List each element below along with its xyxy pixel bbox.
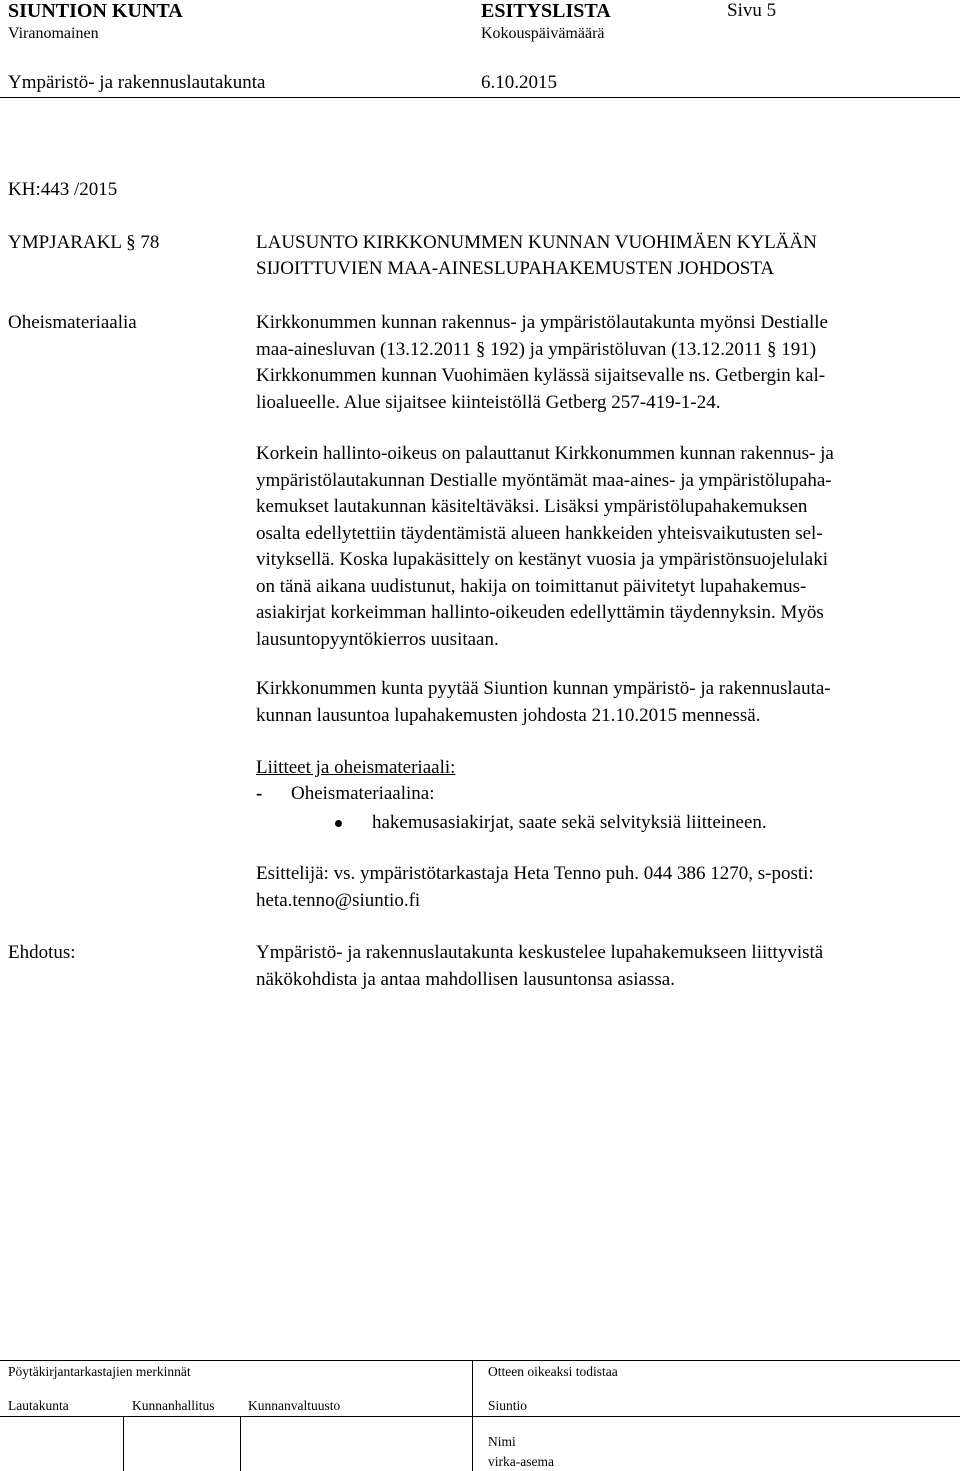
- footer-divider-1: [123, 1416, 124, 1471]
- item-code: YMPJARAKL § 78: [8, 232, 160, 253]
- case-title-line-2: SIJOITTUVIEN MAA-AINESLUPAHAKEMUSTEN JOHDOSTA: [256, 258, 775, 279]
- proposal-text: [256, 940, 946, 993]
- p1-line-4: lioalueelle. Alue sijaitsee kiinteistöllä Getberg 257-419-1-24.: [256, 391, 721, 413]
- footer-name-label: Nimi: [488, 1434, 516, 1449]
- proposal-label: Ehdotus:: [8, 942, 76, 963]
- page-number: Sivu 5: [727, 0, 777, 21]
- footer-col-siuntio: Siuntio: [488, 1398, 528, 1413]
- p3-line-2: kunnan lausuntoa lupahakemusten johdosta 21.10.2015 mennessä.: [256, 704, 761, 726]
- footer-divider-center: [472, 1360, 473, 1471]
- p2-line-1: Korkein hallinto-oikeus on palauttanut Kirkkonummen kunnan rakennus- ja: [256, 443, 834, 464]
- p2-line-2: ympäristölautakunnan Destialle myöntämät maa-aines- ja ympäristölupaha-: [256, 469, 832, 491]
- meeting-date: 6.10.2015: [481, 72, 557, 93]
- attachments-dash: -: [256, 783, 263, 804]
- p2-line-6: on tänä aikana uudistunut, hakija on toimittanut päivitetyt lupahakemus-: [256, 575, 807, 597]
- attachment-label: Oheismateriaalia: [8, 312, 137, 333]
- footer-top-rule: [0, 1360, 960, 1361]
- document-type: ESITYSLISTA: [481, 0, 611, 22]
- org-name: SIUNTION KUNTA: [8, 0, 183, 22]
- presenter-line-1: Esittelijä: vs. ympäristötarkastaja Heta Tenno puh. 044 386 1270, s-posti:: [256, 863, 814, 884]
- p2-line-7: asiakirjat korkeimman hallinto-oikeuden edellyttämin täydennyksin. Myös: [256, 602, 824, 623]
- p1-line-3: Kirkkonummen kunnan Vuohimäen kylässä sijaitsevalle ns. Getbergin kal-: [256, 365, 826, 386]
- paragraph-court-decision: [256, 441, 946, 653]
- footer-col-kunnanvaltuusto: Kunnanvaltuusto: [248, 1398, 341, 1413]
- p2-line-4: osalta edellytettiin täydentämistä alueen hankkeiden yhteisvaikutusten sel-: [256, 522, 823, 544]
- p2-line-3: kemukset lautakunnan käsiteltäväksi. Lisäksi ympäristölupahakemuksen: [256, 496, 808, 517]
- p1-line-2: maa-ainesluvan (13.12.2011 § 192) ja ympäristöluvan (13.12.2011 § 191): [256, 338, 817, 360]
- attachments-bullet-text: hakemusasiakirjat, saate sekä selvityksiä liitteineen.: [372, 812, 767, 833]
- attachments-bullet-item: [335, 810, 767, 837]
- footer-mid-rule: [0, 1416, 960, 1417]
- bullet-icon: [335, 820, 342, 827]
- proposal-line-2: näkökohdista ja antaa mahdollisen lausuntonsa asiassa.: [256, 968, 675, 990]
- case-title-line-1: LAUSUNTO KIRKKONUMMEN KUNNAN VUOHIMÄEN KYLÄÄN: [256, 232, 817, 253]
- p3-line-1: Kirkkonummen kunta pyytää Siuntion kunnan ympäristö- ja rakennuslauta-: [256, 678, 831, 699]
- presenter-block: [256, 861, 946, 914]
- authority-name: Ympäristö- ja rakennuslautakunta: [8, 72, 266, 93]
- p2-line-5: vityksellä. Koska lupakäsittely on kestänyt vuosia ja ympäristönsuojelulaki: [256, 549, 829, 570]
- attachments-sub-label: Oheismateriaalina:: [291, 783, 435, 804]
- paragraph-request: [256, 676, 946, 729]
- meeting-date-label: Kokouspäivämäärä: [481, 25, 605, 42]
- footer-title-label: virka-asema: [488, 1454, 554, 1469]
- authority-label: Viranomainen: [8, 25, 99, 42]
- footer-col-kunnanhallitus: Kunnanhallitus: [132, 1398, 215, 1413]
- paragraph-background: [256, 310, 946, 416]
- footer-divider-2: [240, 1416, 241, 1471]
- footer-col-lautakunta: Lautakunta: [8, 1398, 69, 1413]
- attachments-heading: Liitteet ja oheismateriaali:: [256, 757, 456, 778]
- proposal-line-1: Ympäristö- ja rakennuslautakunta keskustelee lupahakemukseen liittyvistä: [256, 942, 824, 963]
- presenter-email: heta.tenno@siuntio.fi: [256, 889, 421, 911]
- footer-left-heading: Pöytäkirjantarkastajien merkinnät: [8, 1364, 191, 1379]
- footer-right-heading: Otteen oikeaksi todistaa: [488, 1364, 618, 1379]
- p2-line-8: lausuntopyyntökierros uusitaan.: [256, 628, 499, 650]
- header-divider: [0, 97, 960, 98]
- kh-number: KH:443 /2015: [8, 179, 118, 200]
- p1-line-1: Kirkkonummen kunnan rakennus- ja ympäristölautakunta myönsi Destialle: [256, 312, 828, 333]
